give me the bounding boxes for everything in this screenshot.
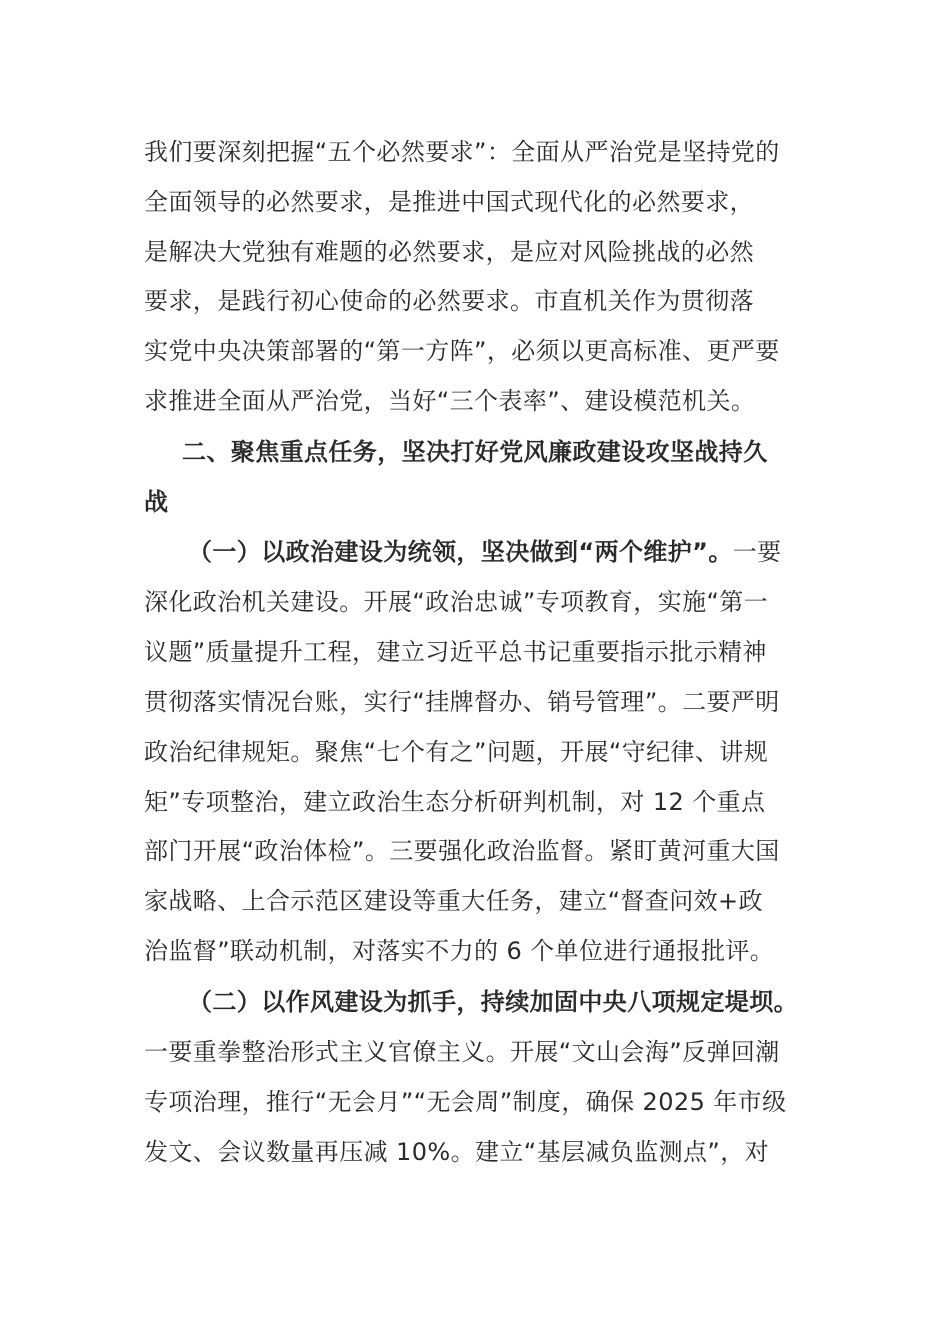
section-heading-continued: 战 [144,488,169,516]
paragraph-line: 是解决大党独有难题的必然要求，是应对风险挑战的必然 [144,238,754,266]
paragraph-line: 政治纪律规矩。聚焦“七个有之”问题，开展“守纪律、讲规 [144,738,769,766]
paragraph-line: 议题”质量提升工程，建立习近平总书记重要指示批示精神 [144,638,767,666]
paragraph-line: 全面领导的必然要求，是推进中国式现代化的必然要求， [144,188,754,216]
paragraph-line: 深化政治机关建设。开展“政治忠诚”专项教育，实施“第一 [144,588,769,616]
paragraph-line: 实党中央决策部署的“第一方阵”，必须以更高标准、更严要 [144,337,780,365]
paragraph-line: 家战略、上合示范区建设等重大任务，建立“督查问效+政 [144,887,763,915]
section-heading: 二、聚焦重点任务，坚决打好党风廉政建设攻坚战持久 [182,438,768,466]
paragraph-line: 矩”专项整治，建立政治生态分析研判机制，对 12 个重点 [144,788,766,816]
paragraph-line: 求推进全面从严治党，当好“三个表率”、建设模范机关。 [144,387,756,415]
paragraph-line: 我们要深刻把握“五个必然要求”：全面从严治党是坚持党的 [144,138,780,166]
paragraph-line: 专项治理，推行“无会月”“无会周”制度，确保 2025 年市级 [144,1088,787,1116]
subsection-heading: （二）以作风建设为抓手，持续加固中央八项规定堤坝。 [188,988,798,1016]
paragraph-line: 治监督”联动机制，对落实不力的 6 个单位进行通报批评。 [144,937,775,965]
subsection-line [188,537,782,567]
paragraph-line: 一要重拳整治形式主义官僚主义。开展“文山会海”反弹回潮 [144,1038,780,1066]
subsection-heading: （一）以政治建设为统领，坚决做到“两个维护”。 [188,538,733,566]
paragraph-line: 部门开展“政治体检”。三要强化政治监督。紧盯黄河重大国 [144,837,780,865]
paragraph-line: 贯彻落实情况台账，实行“挂牌督办、销号管理”。二要严明 [144,688,780,716]
paragraph-line: 要求，是践行初心使命的必然要求。市直机关作为贯彻落 [144,287,754,315]
paragraph-line: 发文、会议数量再压减 10%。建立“基层减负监测点”，对 [144,1138,770,1166]
subsection-text: 一要 [732,538,782,566]
